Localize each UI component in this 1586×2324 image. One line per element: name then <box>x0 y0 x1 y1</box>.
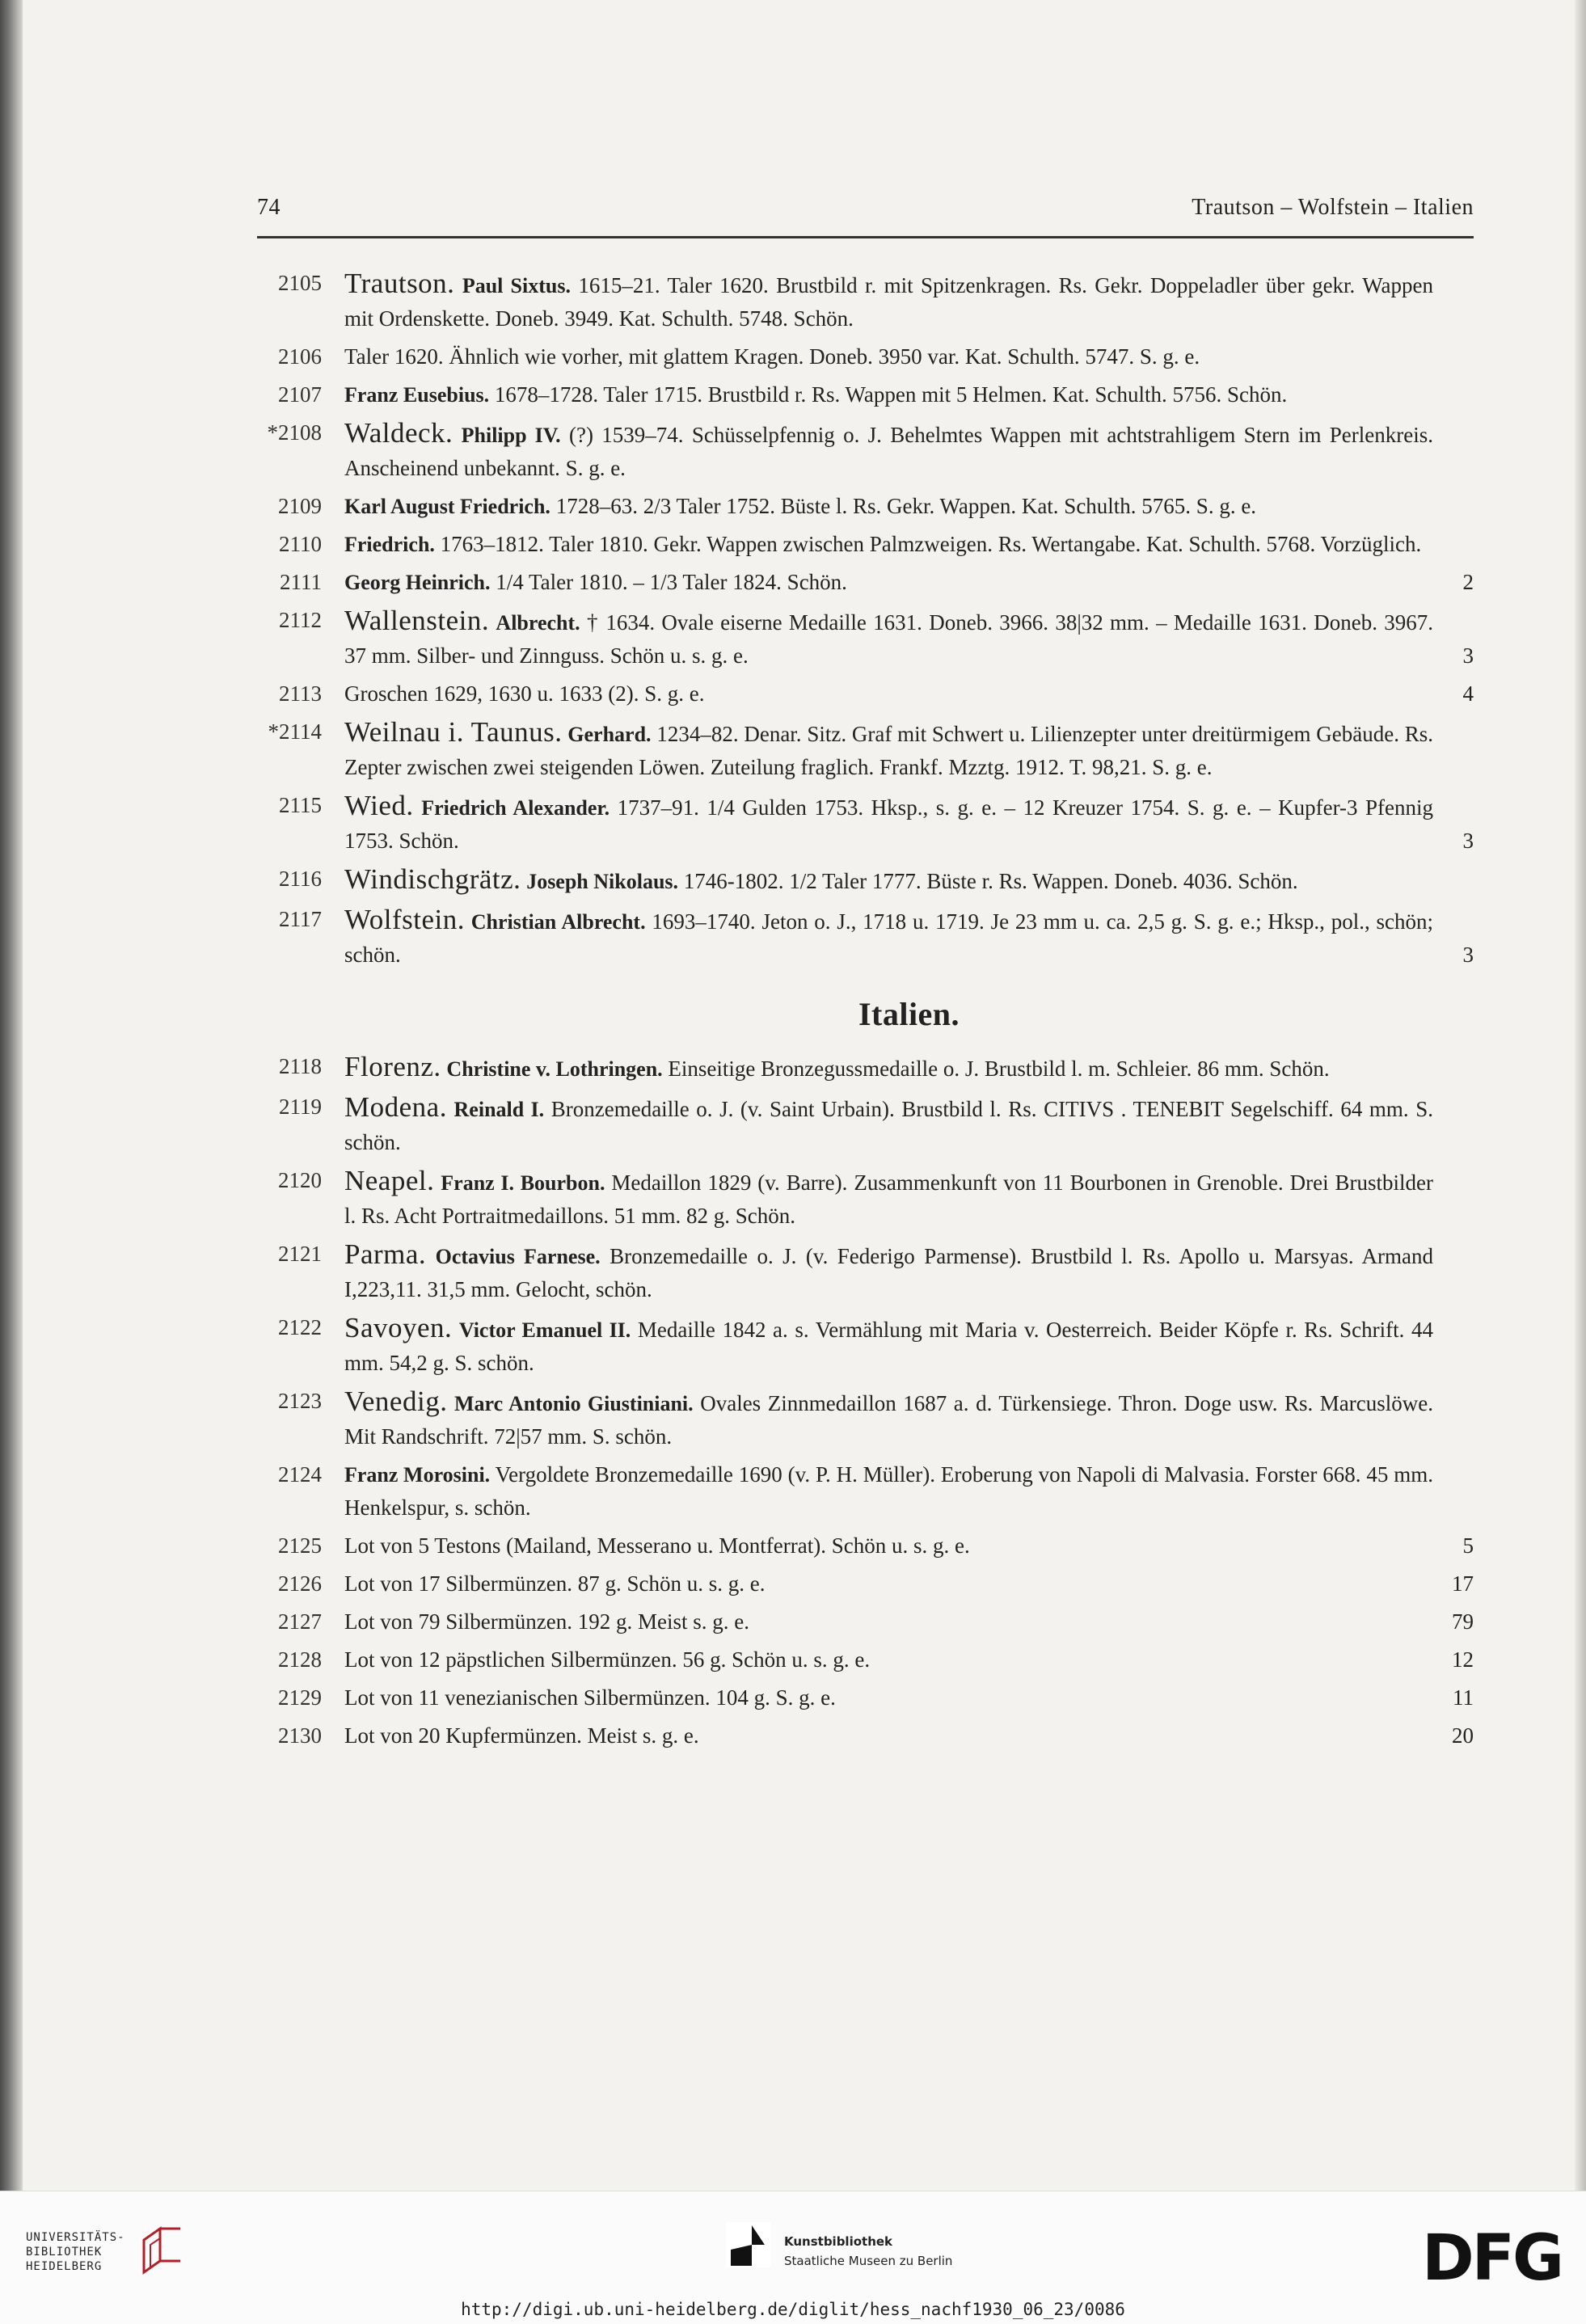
ub-logo-line1: UNIVERSITÄTS- <box>26 2231 125 2244</box>
catalogue-entry <box>257 903 1474 972</box>
viewer-footer <box>0 2191 1586 2297</box>
catalogue-entry <box>257 1719 1474 1752</box>
lot-description <box>344 378 1474 411</box>
lot-description <box>344 1567 1474 1601</box>
lot-description <box>344 677 1474 711</box>
lot-price: 17 <box>1452 1571 1474 1596</box>
lot-territory: Parma. <box>344 1238 427 1270</box>
lot-number: 2121 <box>278 1242 322 1266</box>
catalogue-entry <box>257 378 1474 411</box>
lot-ruler: Joseph Nikolaus. <box>526 870 679 893</box>
lot-description <box>344 1311 1474 1380</box>
lot-number: 2126 <box>278 1571 322 1596</box>
lot-price: 5 <box>1462 1533 1474 1558</box>
lot-text: Bronzemedaille o. J. (v. Federigo Parmense). Brustbild l. Rs. Apollo u. Marsyas. Armand I,223,11. 31,5 mm. Gelocht, schön. <box>344 1244 1434 1301</box>
catalogue-entry <box>257 789 1474 858</box>
lot-text: 1763–1812. Taler 1810. Gekr. Wappen zwischen Palmzweigen. Rs. Wertangabe. Kat. Schulth. 5768. Vorzüglich. <box>440 532 1422 556</box>
catalogue-entry <box>257 490 1474 523</box>
dfg-logo[interactable]: DFG <box>1421 2222 1562 2295</box>
entry-list-italy <box>257 1050 1474 1752</box>
lot-description <box>344 1385 1474 1453</box>
lot-description <box>344 340 1474 373</box>
lot-ruler: Friedrich Alexander. <box>421 796 610 820</box>
lot-price: 2 <box>1462 570 1474 594</box>
permalink-url[interactable]: http://digi.ub.uni-heidelberg.de/diglit/hess_nachf1930_06_23/0086 <box>0 2296 1586 2324</box>
catalogue-entry <box>257 416 1474 485</box>
lot-text: 1693–1740. Jeton o. J., 1718 u. 1719. Je 23 mm u. ca. 2,5 g. S. g. e.; Hksp., pol., schön; schön. <box>344 909 1434 967</box>
lot-territory: Neapel. <box>344 1165 435 1196</box>
catalogue-entry <box>257 1458 1474 1525</box>
lot-text: Lot von 79 Silbermünzen. 192 g. Meist s. g. e. <box>344 1609 749 1634</box>
lot-text: Lot von 11 venezianischen Silbermünzen. 104 g. S. g. e. <box>344 1685 836 1710</box>
lot-number: 2127 <box>278 1609 322 1634</box>
page-number: 74 <box>257 195 281 220</box>
lot-description <box>344 1605 1474 1639</box>
lot-text: 1746-1802. 1/2 Taler 1777. Büste r. Rs. Wappen. Doneb. 4036. Schön. <box>683 869 1298 893</box>
catalogue-entry <box>257 863 1474 898</box>
lot-price: 3 <box>1462 643 1474 668</box>
lot-price: 79 <box>1452 1609 1474 1634</box>
lot-text: 1/4 Taler 1810. – 1/3 Taler 1824. Schön. <box>496 570 847 594</box>
lot-price: 11 <box>1453 1685 1474 1710</box>
lot-text: (?) 1539–74. Schüsselpfennig o. J. Behelmtes Wappen mit achtstrahligem Stern im Perlenkreis. Anscheinend unbekannt. S. g. e. <box>344 423 1433 480</box>
lot-text: Lot von 20 Kupfermünzen. Meist s. g. e. <box>344 1723 699 1748</box>
catalogue-entry <box>257 677 1474 711</box>
lot-description <box>344 863 1474 898</box>
lot-ruler: Christine v. Lothringen. <box>446 1057 663 1081</box>
lot-text: † 1634. Ovale eiserne Medaille 1631. Doneb. 3966. 38|32 mm. – Medaille 1631. Doneb. 3967. 37 mm. Silber- und Zinnguss. Schön u. s. g. e. <box>344 610 1434 668</box>
lot-price: 4 <box>1462 681 1474 706</box>
page-right-edge <box>1575 0 1586 2191</box>
lot-ruler: Marc Antonio Giustiniani. <box>454 1392 694 1415</box>
lot-number: 2119 <box>279 1095 322 1119</box>
lot-territory: Modena. <box>344 1091 447 1123</box>
lot-ruler: Georg Heinrich. <box>344 571 491 594</box>
lot-number: 2106 <box>278 344 322 369</box>
lot-text: Ovales Zinnmedaillon 1687 a. d. Türkensiege. Thron. Doge usw. Rs. Marcuslöwe. Mit Randschrift. 72|57 mm. S. schön. <box>344 1391 1434 1449</box>
kunstbibliothek-icon <box>724 2221 773 2269</box>
catalogue-entry <box>257 1643 1474 1677</box>
lot-description <box>344 1238 1474 1306</box>
lot-description <box>344 1681 1474 1715</box>
ub-mark-icon <box>136 2222 192 2279</box>
lot-ruler: Reinald I. <box>453 1098 545 1121</box>
lot-description <box>344 1050 1474 1086</box>
lot-ruler: Victor Emanuel II. <box>458 1318 631 1342</box>
catalogue-entry <box>257 1567 1474 1601</box>
lot-text: Groschen 1629, 1630 u. 1633 (2). S. g. e. <box>344 681 705 706</box>
lot-number: 2109 <box>278 494 322 518</box>
catalogue-entry <box>257 1311 1474 1380</box>
lot-text: Lot von 12 päpstlichen Silbermünzen. 56 g. Schön u. s. g. e. <box>344 1647 871 1672</box>
lot-number: 2122 <box>278 1315 322 1339</box>
lot-ruler: Friedrich. <box>344 533 435 556</box>
catalogue-entry <box>257 1681 1474 1715</box>
lot-territory: Windischgrätz. <box>344 863 521 895</box>
lot-territory: Weilnau i. Taunus. <box>344 716 563 748</box>
lot-territory: Waldeck. <box>344 417 453 449</box>
lot-text: 1728–63. 2/3 Taler 1752. Büste l. Rs. Gekr. Wappen. Kat. Schulth. 5765. S. g. e. <box>555 494 1257 518</box>
lot-description <box>344 903 1474 972</box>
lot-price: 20 <box>1452 1723 1474 1748</box>
lot-description <box>344 1719 1474 1752</box>
lot-description <box>344 715 1474 784</box>
catalogue-entry <box>257 1529 1474 1563</box>
lot-description <box>344 1164 1474 1233</box>
lot-description <box>344 267 1474 335</box>
catalogue-entry <box>257 1090 1474 1159</box>
page-edge-shadow <box>0 0 23 2191</box>
lot-number: 2129 <box>278 1685 322 1710</box>
lot-text: 1678–1728. Taler 1715. Brustbild r. Rs. Wappen mit 5 Helmen. Kat. Schulth. 5756. Schön. <box>494 382 1288 407</box>
lot-description <box>344 490 1474 523</box>
catalogue-entry <box>257 1238 1474 1306</box>
lot-number: 2123 <box>278 1389 322 1413</box>
lot-description <box>344 1529 1474 1563</box>
lot-text: Einseitige Bronzegussmedaille o. J. Brustbild l. m. Schleier. 86 mm. Schön. <box>668 1057 1330 1081</box>
catalogue-entry <box>257 528 1474 561</box>
lot-description <box>344 789 1474 858</box>
lot-price: 12 <box>1452 1647 1474 1672</box>
lot-description <box>344 1643 1474 1677</box>
lot-number: 2130 <box>278 1723 322 1748</box>
lot-text: 1234–82. Denar. Sitz. Graf mit Schwert u. Lilienzepter unter dreitürmigem Gebäude. Rs. Zepter zwischen zwei steigenden Löwen. Zuteilung fraglich. Frankf. Mzztg. 1912. T. 98,21. S. g. e. <box>344 722 1434 779</box>
lot-number: *2108 <box>267 420 322 445</box>
kb-subtitle: Staatliche Museen zu Berlin <box>784 2254 953 2268</box>
lot-territory: Wallenstein. <box>344 605 490 636</box>
lot-territory: Wied. <box>344 790 414 821</box>
lot-number: 2118 <box>279 1054 322 1078</box>
lot-ruler: Franz Eusebius. <box>344 383 490 407</box>
lot-text: 1615–21. Taler 1620. Brustbild r. mit Spitzenkragen. Rs. Gekr. Doppeladler über gekr. Wappen mit Ordenskette. Doneb. 3949. Kat. Schulth. 5748. Schön. <box>344 273 1433 331</box>
lot-description <box>344 416 1474 485</box>
lot-text: Medaille 1842 a. s. Vermählung mit Maria v. Oesterreich. Beider Köpfe r. Rs. Schrift. 44 mm. 54,2 g. S. schön. <box>344 1318 1433 1375</box>
ub-logo-line2: BIBLIOTHEK <box>26 2246 103 2259</box>
lot-ruler: Octavius Farnese. <box>435 1245 601 1268</box>
lot-number: 2112 <box>279 608 322 632</box>
lot-text: Taler 1620. Ähnlich wie vorher, mit glattem Kragen. Doneb. 3950 var. Kat. Schulth. 5747. S. g. e. <box>344 344 1200 369</box>
lot-number: 2113 <box>279 681 322 706</box>
lot-description <box>344 604 1474 673</box>
catalogue-entry <box>257 1605 1474 1639</box>
catalogue-entry <box>257 340 1474 373</box>
lot-number: 2110 <box>279 532 322 556</box>
lot-text: Bronzemedaille o. J. (v. Saint Urbain). Brustbild l. Rs. CITIVS . TENEBIT Segelschiff. 64 mm. S. schön. <box>344 1097 1434 1154</box>
lot-territory: Venedig. <box>344 1386 448 1417</box>
catalogue-entry <box>257 1385 1474 1453</box>
kunstbibliothek-label[interactable] <box>784 2232 952 2271</box>
lot-text: 1737–91. 1/4 Gulden 1753. Hksp., s. g. e. – 12 Kreuzer 1754. S. g. e. – Kupfer-3 Pfennig 1753. Schön. <box>344 795 1434 853</box>
lot-number: 2125 <box>278 1533 322 1558</box>
catalogue-entry <box>257 566 1474 599</box>
lot-description <box>344 528 1474 561</box>
lot-territory: Trautson. <box>344 268 455 299</box>
lot-ruler: Karl August Friedrich. <box>344 495 550 518</box>
catalogue-entry <box>257 1050 1474 1086</box>
lot-number: 2105 <box>278 271 322 295</box>
lot-ruler: Paul Sixtus. <box>462 274 571 297</box>
lot-text: Vergoldete Bronzemedaille 1690 (v. P. H. Müller). Eroberung von Napoli di Malvasia. Forster 668. 45 mm. Henkelspur, s. schön. <box>344 1462 1433 1520</box>
catalogue-content <box>257 267 1474 1757</box>
lot-ruler: Philipp IV. <box>461 424 561 447</box>
lot-territory: Florenz. <box>344 1051 441 1082</box>
lot-ruler: Albrecht. <box>496 611 580 635</box>
lot-description <box>344 1090 1474 1159</box>
lot-number: 2120 <box>278 1168 322 1192</box>
lot-number: 2115 <box>279 793 322 817</box>
entry-list-german <box>257 267 1474 972</box>
lot-ruler: Franz I. Bourbon. <box>441 1171 605 1195</box>
lot-description <box>344 1458 1474 1525</box>
section-title: Italien. <box>858 996 960 1032</box>
lot-ruler: Christian Albrecht. <box>470 910 646 934</box>
lot-description <box>344 566 1474 599</box>
lot-number: 2116 <box>279 867 322 891</box>
ub-logo-line3: HEIDELBERG <box>26 2260 103 2273</box>
lot-territory: Savoyen. <box>344 1312 453 1343</box>
lot-text: Lot von 5 Testons (Mailand, Messerano u. Montferrat). Schön u. s. g. e. <box>344 1533 970 1558</box>
running-title: Trautson – Wolfstein – Italien <box>1192 195 1474 220</box>
catalogue-entry <box>257 604 1474 673</box>
lot-number: 2128 <box>278 1647 322 1672</box>
lot-ruler: Franz Morosini. <box>344 1463 491 1487</box>
catalogue-entry <box>257 715 1474 784</box>
header-rule <box>257 236 1474 238</box>
lot-price: 3 <box>1462 829 1474 853</box>
lot-territory: Wolfstein. <box>344 904 465 935</box>
catalogue-entry <box>257 267 1474 335</box>
lot-number: *2114 <box>268 719 322 744</box>
lot-number: 2111 <box>280 570 322 594</box>
lot-price: 3 <box>1462 943 1474 967</box>
lot-number: 2117 <box>279 907 322 931</box>
lot-text: Lot von 17 Silbermünzen. 87 g. Schön u. s. g. e. <box>344 1571 766 1596</box>
lot-number: 2107 <box>278 382 322 407</box>
lot-number: 2124 <box>278 1462 322 1487</box>
lot-text: Medaillon 1829 (v. Barre). Zusammenkunft von 11 Bourbonen in Grenoble. Drei Brustbilder l. Rs. Acht Portraitmedaillons. 51 mm. 82 g. Schön. <box>344 1170 1433 1228</box>
kb-name: Kunstbibliothek <box>784 2234 893 2249</box>
lot-ruler: Gerhard. <box>567 723 652 746</box>
catalogue-entry <box>257 1164 1474 1233</box>
